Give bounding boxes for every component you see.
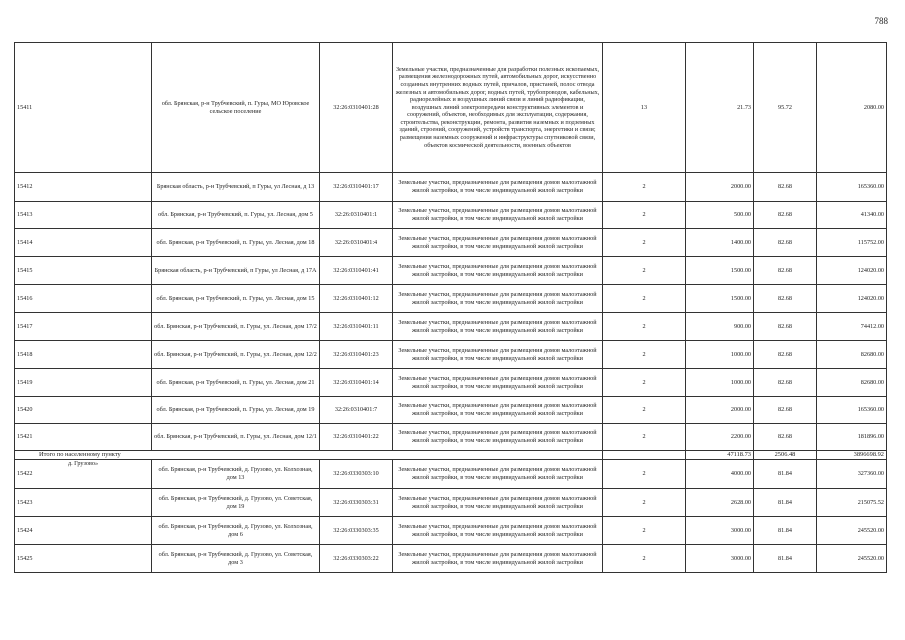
row-id: 15425 [17, 554, 33, 562]
cadastral-value-table [14, 42, 887, 573]
area-cell: 21.73 [686, 43, 754, 173]
row-id-cell: 15420 [15, 397, 152, 424]
use-code-cell: 2 [603, 517, 686, 545]
address-cell: обл. Брянская, р-н Трубчевский, п. Гуры, ул. Лесная, дом 12/1 [152, 424, 320, 451]
table-row [15, 545, 887, 573]
use-code-cell: 2 [603, 369, 686, 397]
land-use-cell: Земельные участки, предназначенные для размещения домов малоэтажной жилой застройки, в том числе индивидуальной жилой застройки [393, 257, 603, 285]
specific-value-cell: 82.68 [754, 341, 817, 369]
table-row [15, 229, 887, 257]
table-row [15, 43, 887, 173]
address-cell: обл. Брянская, р-н Трубчевский, п. Гуры, ул. Лесная, дом 5 [152, 202, 320, 229]
land-use-cell: Земельные участки, предназначенные для размещения домов малоэтажной жилой застройки, в том числе индивидуальной жилой застройки [393, 460, 603, 489]
cadastral-value-cell: 124020.00 [817, 257, 887, 285]
cadastral-value-cell: 165360.00 [817, 173, 887, 202]
table-row [15, 313, 887, 341]
specific-value-cell: 82.68 [754, 173, 817, 202]
specific-value-cell: 81.84 [754, 460, 817, 489]
row-id-cell [15, 489, 152, 517]
cadastral-number-cell: 32:26:0310401:41 [320, 257, 393, 285]
land-use-cell: Земельные участки, предназначенные для размещения домов малоэтажной жилой застройки, в том числе индивидуальной жилой застройки [393, 397, 603, 424]
specific-value-cell: 82.68 [754, 229, 817, 257]
row-id-cell: 15415 [15, 257, 152, 285]
area-cell: 900.00 [686, 313, 754, 341]
cadastral-value-cell: 327360.00 [817, 460, 887, 489]
total-row [15, 451, 887, 460]
row-id: 15423 [17, 498, 33, 506]
cadastral-number-cell: 32:26:0310401:14 [320, 369, 393, 397]
area-cell: 3000.00 [686, 545, 754, 573]
page-number: 788 [874, 16, 888, 26]
cadastral-value-cell: 82680.00 [817, 341, 887, 369]
settlement-title: д. Грузово» [67, 460, 99, 467]
cadastral-value-cell: 124020.00 [817, 285, 887, 313]
land-use-cell: Земельные участки, предназначенные для размещения домов малоэтажной жилой застройки, в том числе индивидуальной жилой застройки [393, 229, 603, 257]
use-code-cell: 2 [603, 397, 686, 424]
area-cell: 4000.00 [686, 460, 754, 489]
row-id-cell [15, 545, 152, 573]
address-cell: обл. Брянская, р-н Трубчевский, п. Гуры, ул. Лесная, дом 12/2 [152, 341, 320, 369]
address-cell: обл. Брянская, р-н Трубчевский, п. Гуры, ул. Лесная, дом 18 [152, 229, 320, 257]
row-id-cell: 15412 [15, 173, 152, 202]
cadastral-value-cell: 74412.00 [817, 313, 887, 341]
use-code-cell: 2 [603, 229, 686, 257]
cadastral-value-cell: 181896.00 [817, 424, 887, 451]
address-cell: Брянская область, р-н Трубчевский, п Гуры, ул Лесная, д 13 [152, 173, 320, 202]
specific-value-cell: 95.72 [754, 43, 817, 173]
address-cell: обл. Брянская, р-н Трубчевский, п. Гуры, ул. Лесная, дом 15 [152, 285, 320, 313]
row-id-cell [15, 460, 152, 489]
land-use-cell: Земельные участки, предназначенные для разработки полезных ископаемых, размещения железнодорожных путей, автомобильных дорог, искусственно созданных внутренних водных путей, причалов, пристаней, полос отвода железных и автомобильных дорог, водных путей, трубопроводов, кабельных, радиорелейных и воздушных линий связи и линий радиофикации, воздушных линий электропередачи конструктивных элементов и сооружений, объектов, необходимых для эксплуатации, содержания, строительства, реконструкции, ремонта, развития наземных и подземных зданий, строений, сооружений, устройств транспорта, энергетики и связи; размещения наземных сооружений и инфраструктуры спутниковой связи, объектов космической деятельности, военных объектов [393, 43, 603, 173]
address-cell: Брянская область, р-н Трубчевский, п Гуры, ул Лесная, д 17А [152, 257, 320, 285]
area-cell: 1500.00 [686, 285, 754, 313]
table-row [15, 285, 887, 313]
table-row [15, 397, 887, 424]
cadastral-value-cell: 245520.00 [817, 545, 887, 573]
cadastral-number-cell: 32:26:0310401:4 [320, 229, 393, 257]
table-row [15, 202, 887, 229]
use-code-cell: 2 [603, 313, 686, 341]
area-cell: 500.00 [686, 202, 754, 229]
use-code-cell: 2 [603, 424, 686, 451]
address-cell: обл. Брянская, р-н Трубчевский, д. Грузово, ул. Советская, дом 19 [152, 489, 320, 517]
specific-value-cell: 81.84 [754, 545, 817, 573]
address-cell: обл. Брянская, р-н Трубчевский, п. Гуры, ул. Лесная, дом 17/2 [152, 313, 320, 341]
cadastral-value-cell: 165360.00 [817, 397, 887, 424]
land-use-cell: Земельные участки, предназначенные для размещения домов малоэтажной жилой застройки, в том числе индивидуальной жилой застройки [393, 424, 603, 451]
specific-value-cell: 82.68 [754, 313, 817, 341]
land-use-cell: Земельные участки, предназначенные для размещения домов малоэтажной жилой застройки, в том числе индивидуальной жилой застройки [393, 202, 603, 229]
row-id-cell: 15414 [15, 229, 152, 257]
specific-value-cell: 82.68 [754, 285, 817, 313]
land-use-cell: Земельные участки, предназначенные для размещения домов малоэтажной жилой застройки, в том числе индивидуальной жилой застройки [393, 285, 603, 313]
cadastral-number-cell: 32:26:0310401:28 [320, 43, 393, 173]
cadastral-number-cell: 32:26:0310401:1 [320, 202, 393, 229]
address-cell: обл. Брянская, р-н Трубчевский, п. Гуры, МО Юровское сельское поселение [152, 43, 320, 173]
specific-value-cell: 82.68 [754, 257, 817, 285]
total-value: 3896698.92 [817, 451, 887, 460]
use-code-cell: 2 [603, 545, 686, 573]
area-cell: 3000.00 [686, 517, 754, 545]
area-cell: 2200.00 [686, 424, 754, 451]
address-cell: обл. Брянская, р-н Трубчевский, д. Грузово, ул. Советская, дом 3 [152, 545, 320, 573]
area-cell: 1400.00 [686, 229, 754, 257]
cadastral-number-cell: 32:26:0330303:22 [320, 545, 393, 573]
land-use-cell: Земельные участки, предназначенные для размещения домов малоэтажной жилой застройки, в том числе индивидуальной жилой застройки [393, 369, 603, 397]
cadastral-value-cell: 82680.00 [817, 369, 887, 397]
row-id-cell: 15413 [15, 202, 152, 229]
table-body-second [15, 460, 887, 573]
address-cell: обл. Брянская, р-н Трубчевский, д. Грузово, ул. Колхозная, дом 13 [152, 460, 320, 489]
cadastral-value-cell: 215075.52 [817, 489, 887, 517]
total-label: Итого по населенному пункту [15, 451, 603, 460]
land-use-cell: Земельные участки, предназначенные для размещения домов малоэтажной жилой застройки, в том числе индивидуальной жилой застройки [393, 313, 603, 341]
cadastral-number-cell: 32:26:0330303:35 [320, 517, 393, 545]
cadastral-number-cell: 32:26:0310401:17 [320, 173, 393, 202]
address-cell: обл. Брянская, р-н Трубчевский, п. Гуры, ул. Лесная, дом 21 [152, 369, 320, 397]
row-id-cell: 15417 [15, 313, 152, 341]
table-row [15, 173, 887, 202]
use-code-cell: 2 [603, 257, 686, 285]
use-code-cell: 2 [603, 489, 686, 517]
cadastral-number-cell: 32:26:0310401:22 [320, 424, 393, 451]
land-use-cell: Земельные участки, предназначенные для размещения домов малоэтажной жилой застройки, в том числе индивидуальной жилой застройки [393, 341, 603, 369]
use-code-cell: 2 [603, 202, 686, 229]
area-cell: 2628.00 [686, 489, 754, 517]
use-code-cell: 2 [603, 173, 686, 202]
row-id-cell: 15416 [15, 285, 152, 313]
specific-value-cell: 82.68 [754, 424, 817, 451]
address-cell: обл. Брянская, р-н Трубчевский, п. Гуры, ул. Лесная, дом 19 [152, 397, 320, 424]
land-use-cell: Земельные участки, предназначенные для размещения домов малоэтажной жилой застройки, в том числе индивидуальной жилой застройки [393, 517, 603, 545]
specific-value-cell: 82.68 [754, 202, 817, 229]
land-use-cell: Земельные участки, предназначенные для размещения домов малоэтажной жилой застройки, в том числе индивидуальной жилой застройки [393, 545, 603, 573]
row-id-cell: 15411 [15, 43, 152, 173]
land-use-cell: Земельные участки, предназначенные для размещения домов малоэтажной жилой застройки, в том числе индивидуальной жилой застройки [393, 173, 603, 202]
cadastral-number-cell: 32:26:0330303:10 [320, 460, 393, 489]
specific-value-cell: 82.68 [754, 369, 817, 397]
total-block [15, 451, 887, 460]
area-cell: 1500.00 [686, 257, 754, 285]
row-id: 15424 [17, 526, 33, 534]
cadastral-number-cell: 32:26:0310401:12 [320, 285, 393, 313]
area-cell: 1000.00 [686, 369, 754, 397]
area-cell: 2000.00 [686, 397, 754, 424]
table-row [15, 517, 887, 545]
use-code-cell: 13 [603, 43, 686, 173]
table-row [15, 369, 887, 397]
row-id-cell: 15421 [15, 424, 152, 451]
use-code-cell: 2 [603, 285, 686, 313]
land-use-cell: Земельные участки, предназначенные для размещения домов малоэтажной жилой застройки, в том числе индивидуальной жилой застройки [393, 489, 603, 517]
row-id-cell: 15419 [15, 369, 152, 397]
area-cell: 1000.00 [686, 341, 754, 369]
use-code-cell: 2 [603, 341, 686, 369]
table-row [15, 489, 887, 517]
total-code [603, 451, 686, 460]
table-body [15, 43, 887, 451]
table-row [15, 424, 887, 451]
cadastral-number-cell: 32:26:0310401:23 [320, 341, 393, 369]
cadastral-value-cell: 2080.00 [817, 43, 887, 173]
cadastral-number-cell: 32:26:0310401:7 [320, 397, 393, 424]
table-row [15, 257, 887, 285]
cadastral-number-cell: 32:26:0330303:31 [320, 489, 393, 517]
area-cell: 2000.00 [686, 173, 754, 202]
row-id-cell: 15418 [15, 341, 152, 369]
cadastral-value-cell: 245520.00 [817, 517, 887, 545]
table-row [15, 341, 887, 369]
total-price: 2506.48 [754, 451, 817, 460]
specific-value-cell: 82.68 [754, 397, 817, 424]
row-id-cell [15, 517, 152, 545]
use-code-cell: 2 [603, 460, 686, 489]
row-id: 15422 [17, 470, 33, 478]
table-row [15, 460, 887, 489]
total-area: 47118.73 [686, 451, 754, 460]
cadastral-value-cell: 115752.00 [817, 229, 887, 257]
cadastral-number-cell: 32:26:0310401:11 [320, 313, 393, 341]
cadastral-value-cell: 41340.00 [817, 202, 887, 229]
specific-value-cell: 81.84 [754, 517, 817, 545]
address-cell: обл. Брянская, р-н Трубчевский, д. Грузово, ул. Колхозная, дом 6 [152, 517, 320, 545]
specific-value-cell: 81.84 [754, 489, 817, 517]
